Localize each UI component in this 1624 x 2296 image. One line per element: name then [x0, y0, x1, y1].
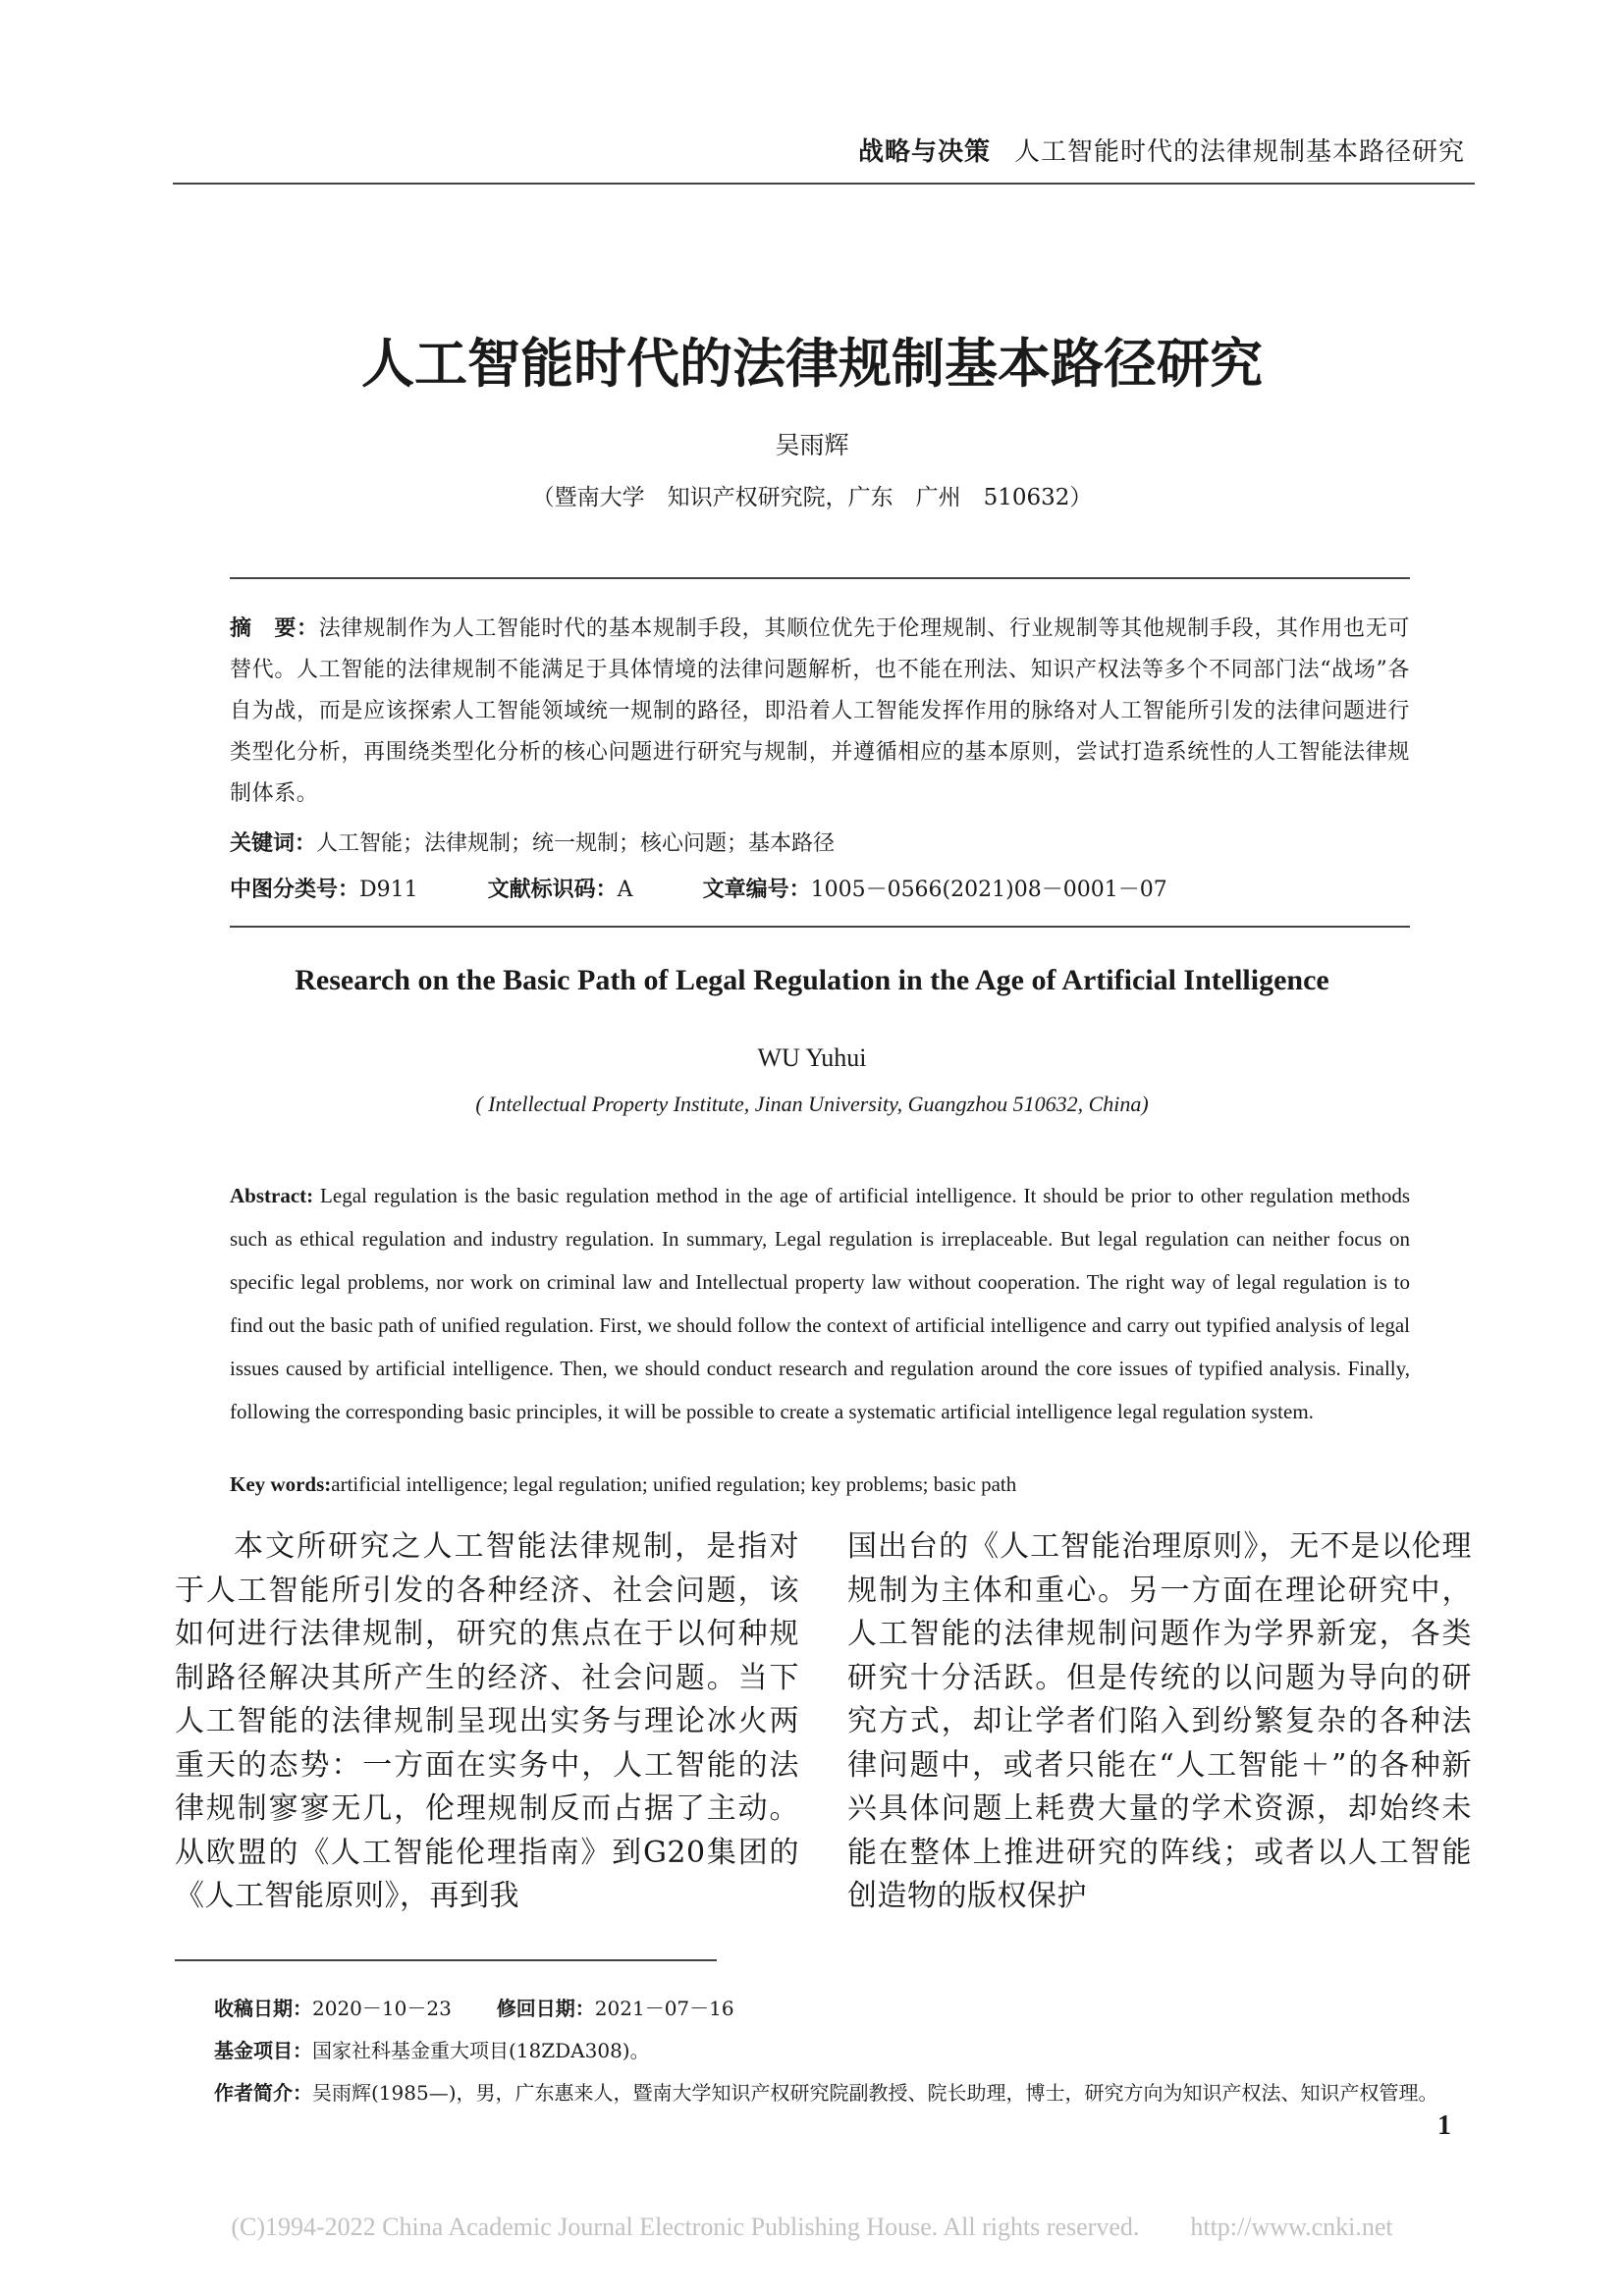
- classification-line: [230, 873, 1167, 903]
- fund-label: 基金项目：: [214, 2039, 312, 2062]
- header-rule: [173, 183, 1475, 185]
- bio-value: 吴雨辉(1985—)，男，广东惠来人，暨南大学知识产权研究院副教授、院长助理，博士，研究方向为知识产权法、知识产权管理。: [312, 2081, 1438, 2105]
- footnote-dates: [214, 1993, 734, 2021]
- author-affiliation: （暨南大学 知识产权研究院，广东 广州 510632）: [531, 485, 1093, 510]
- abstract-en-text: Legal regulation is the basic regulation method in the age of artificial intelligence. It should be prior to other regulation methods such as ethical regulation and industry regulation. In summary, Legal regulation is irreplaceable. But legal regulation can neither focus on specific legal problems, nor work on criminal law and Intellectual property law without cooperation. The right way of legal regulation is to find out the basic path of unified regulation. First, we should follow the context of artificial intelligence and carry out typified analysis of legal issues caused by artificial intelligence. Then, we should conduct research and regulation around the core issues of typified analysis. Finally, following the corresponding basic principles, it will be possible to create a systematic artificial intelligence legal regulation system.: [230, 1184, 1411, 1423]
- article-label: 文章编号：: [702, 878, 811, 902]
- body-column-left: 本文所研究之人工智能法律规制，是指对于人工智能所引发的各种经济、社会问题，该如何进行法律规制，研究的焦点在于以何种规制路径解决其所产生的经济、社会问题。当下人工智能的法律规制呈现出实务与理论冰火两重天的态势：一方面在实务中，人工智能的法律规制寥寥无几，伦理规制反而占据了主动。从欧盟的《人工智能伦理指南》到G20集团的《人工智能原则》，再到我: [175, 1529, 799, 1913]
- keywords-en: [230, 1472, 1016, 1497]
- fund-value: 国家社科基金重大项目(18ZDA308)。: [312, 2039, 650, 2062]
- footnote-bio: [214, 2077, 1438, 2106]
- body-column-right: 国出台的《人工智能治理原则》，无不是以伦理规制为主体和重心。另一方面在理论研究中，人工智能的法律规制问题作为学界新宠，各类研究十分活跃。但是传统的以问题为导向的研究方式，却让学者们陷入到纷繁复杂的各种法律问题中，或者只能在“人工智能＋”的各种新兴具体问题上耗费大量的学术资源，却始终未能在整体上推进研究的阵线；或者以人工智能创造物的版权保护: [847, 1529, 1472, 1913]
- author-name-en: WU Yuhui: [757, 1043, 867, 1072]
- running-header: [858, 132, 1465, 168]
- revised-date: 2021－07－16: [594, 1997, 734, 2020]
- author-name: 吴雨辉: [775, 431, 849, 459]
- keywords-en-label: Key words:: [230, 1472, 332, 1496]
- revised-label: 修回日期：: [496, 1997, 595, 2020]
- abstract-cn-text: 法律规制作为人工智能时代的基本规制手段，其顺位优先于伦理规制、行业规制等其他规制手段，其作用也无可替代。人工智能的法律规制不能满足于具体情境的法律问题解析，也不能在刑法、知识产权法等多个不同部门法“战场”各自为战，而是应该探索人工智能领域统一规制的路径，即沿着人工智能发挥作用的脉络对人工智能所引发的法律问题进行类型化分析，再围绕类型化分析的核心问题进行研究与规制，并遵循相应的基本原则，尝试打造系统性的人工智能法律规制体系。: [230, 616, 1411, 806]
- keywords-en-text: artificial intelligence; legal regulation; unified regulation; key problems; basic path: [331, 1472, 1017, 1496]
- clc-value: D911: [359, 878, 418, 902]
- clc-number: [230, 878, 418, 902]
- author-affiliation-en: ( Intellectual Property Institute, Jinan University, Guangzhou 510632, China): [475, 1092, 1149, 1116]
- article-number: [703, 878, 1167, 902]
- clc-label: 中图分类号：: [230, 878, 360, 902]
- keywords-cn: [230, 827, 835, 857]
- doc-value: A: [617, 878, 633, 902]
- doc-label: 文献标识码：: [487, 878, 618, 902]
- abstract-cn: [230, 609, 1410, 815]
- header-title: 人工智能时代的法律规制基本路径研究: [1013, 137, 1465, 167]
- received-label: 收稿日期：: [214, 1997, 312, 2020]
- article-value: 1005－0566(2021)08－0001－07: [810, 878, 1167, 902]
- page-number: 1: [1437, 2110, 1451, 2141]
- header-section: 战略与决策: [857, 137, 991, 167]
- footnote-fund: [214, 2035, 650, 2063]
- abstract-en-label: Abstract:: [230, 1184, 314, 1207]
- copyright-notice: (C)1994-2022 China Academic Journal Electronic Publishing House. All rights reserved. http://www.cnki.net: [231, 2213, 1393, 2241]
- bio-label: 作者简介：: [214, 2081, 312, 2105]
- paper-title: 人工智能时代的法律规制基本路径研究: [361, 333, 1263, 395]
- keywords-cn-label: 关键词：: [230, 831, 317, 856]
- abstract-cn-label: 摘 要：: [230, 616, 319, 641]
- footnote-rule: [175, 1959, 717, 1961]
- abstract-top-rule: [230, 577, 1410, 579]
- received-date: 2020－10－23: [312, 1997, 452, 2020]
- keywords-cn-text: 人工智能；法律规制；统一规制；核心问题；基本路径: [316, 831, 836, 856]
- doc-code: [488, 878, 633, 902]
- abstract-en: [230, 1174, 1410, 1433]
- abstract-bottom-rule: [230, 926, 1410, 928]
- paper-title-en: Research on the Basic Path of Legal Regulation in the Age of Artificial Intelligence: [295, 964, 1329, 996]
